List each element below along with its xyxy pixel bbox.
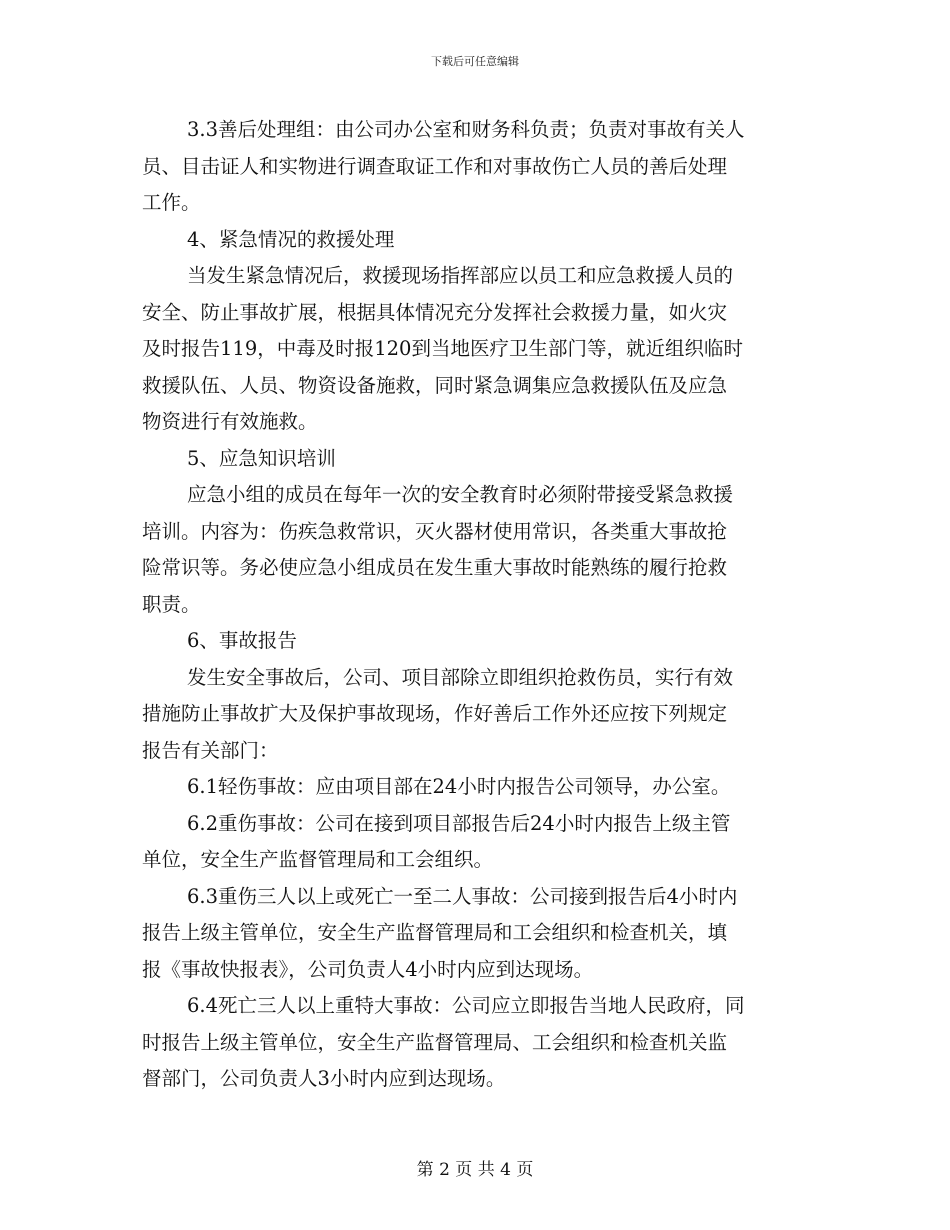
- text-line: 时报告上级主管单位，安全生产监督管理局、工会组织和检查机关监: [142, 1030, 728, 1054]
- text-line: 工作。: [142, 191, 201, 214]
- header-note: 下载后可任意编辑: [431, 55, 519, 68]
- text-line: 单位，安全生产监督管理局和工会组织。: [142, 848, 494, 871]
- text-line: 3.3善后处理组：由公司办公室和财务科负责；负责对事故有关人: [187, 118, 745, 141]
- text-line: 6.3重伤三人以上或死亡一至二人事故：公司接到报告后4小时内: [187, 884, 738, 908]
- text-line: 报告有关部门：: [142, 738, 279, 762]
- text-line: 发生安全事故后，公司、项目部除立即组织抢救伤员，实行有效: [187, 665, 734, 689]
- text-line: 报《事故快报表》，公司负责人4小时内应到达现场。: [142, 957, 594, 981]
- text-line: 应急小组的成员在每年一次的安全教育时必须附带接受紧急救援: [187, 483, 734, 506]
- text-line: 5、应急知识培训: [187, 446, 336, 470]
- text-line: 6.1轻伤事故：应由项目部在24小时内报告公司领导，办公室。: [187, 775, 731, 798]
- text-line: 救援队伍、人员、物资设备施救，同时紧急调集应急救援队伍及应急: [142, 373, 728, 397]
- text-line: 安全、防止事故扩展，根据具体情况充分发挥社会救援力量，如火灾: [142, 300, 728, 324]
- text-line: 4、紧急情况的救援处理: [187, 227, 395, 251]
- text-line: 6、事故报告: [187, 629, 297, 652]
- text-line: 督部门，公司负责人3小时内应到达现场。: [142, 1067, 506, 1090]
- text-line: 措施防止事故扩大及保护事故现场，作好善后工作外还应按下列规定: [142, 702, 728, 725]
- document-body: [142, 112, 810, 1098]
- page-footer: 第 2 页 共 4 页: [416, 1160, 534, 1180]
- text-line: 职责。: [142, 592, 201, 616]
- text-line: 员、目击证人和实物进行调查取证工作和对事故伤亡人员的善后处理: [142, 154, 728, 178]
- text-line: 物资进行有效施救。: [142, 410, 318, 433]
- text-line: 及时报告119，中毒及时报120到当地医疗卫生部门等，就近组织临时: [142, 337, 743, 360]
- text-line: 险常识等。务必使应急小组成员在发生重大事故时能熟练的履行抢救: [142, 556, 728, 579]
- text-line: 培训。内容为：伤疾急救常识，灭火器材使用常识，各类重大事故抢: [142, 519, 728, 543]
- text-line: 报告上级主管单位，安全生产监督管理局和工会组织和检查机关，填: [142, 921, 728, 944]
- text-line: 6.4死亡三人以上重特大事故：公司应立即报告当地人民政府，同: [187, 994, 745, 1017]
- text-line: 6.2重伤事故：公司在接到项目部报告后24小时内报告上级主管: [187, 811, 731, 835]
- text-line: 当发生紧急情况后，救援现场指挥部应以员工和应急救援人员的: [187, 264, 734, 287]
